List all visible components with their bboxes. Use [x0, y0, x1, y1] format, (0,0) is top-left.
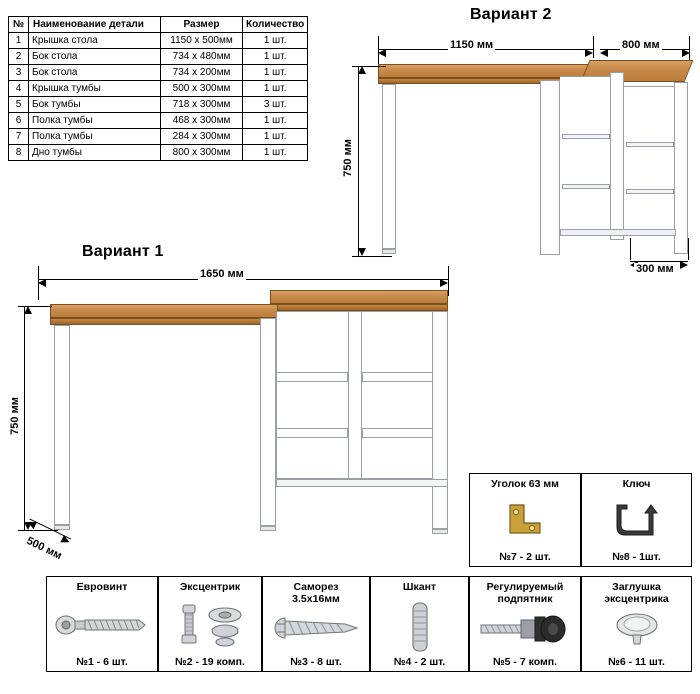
column-header-quantity: Количество — [243, 17, 308, 33]
cam-lock-icon — [159, 601, 261, 649]
table-row — [9, 97, 308, 113]
hardware-card-eccentric — [158, 576, 262, 672]
pedestal-shelf-4-v2 — [626, 189, 674, 194]
hardware-title-eurobolt: Евровинт — [76, 581, 128, 593]
cell-number: 7 — [9, 129, 29, 145]
cell-part-name: Полка тумбы — [29, 129, 161, 145]
hardware-qty-eccentric: №2 - 19 комп. — [175, 656, 245, 668]
cell-quantity: 3 шт. — [243, 97, 308, 113]
hardware-qty-eurobolt: №1 - 6 шт. — [76, 656, 128, 668]
pedestal-bottom-v2 — [560, 229, 676, 236]
pedestal-body-v1 — [276, 311, 448, 479]
hardware-card-foot — [469, 576, 581, 672]
hardware-title-foot-line2: подпятник — [497, 593, 553, 605]
cell-number: 3 — [9, 65, 29, 81]
cell-size: 468 х 300мм — [161, 113, 243, 129]
cell-number: 1 — [9, 33, 29, 49]
pedestal-inner-v2 — [560, 76, 612, 236]
allen-key-icon — [582, 496, 691, 540]
mid-divider-panel-v1 — [260, 318, 276, 526]
table-row — [9, 65, 308, 81]
dimension-height-750-label: 750 мм — [342, 128, 354, 188]
hardware-qty-corner: №7 - 2 шт. — [499, 551, 551, 563]
cell-part-name: Полка тумбы — [29, 113, 161, 129]
cell-part-name: Дно тумбы — [29, 145, 161, 161]
pedestal-divider-v2 — [610, 72, 624, 240]
variant-1-drawing — [8, 262, 468, 562]
variant-2-drawing — [330, 34, 696, 274]
pedestal-right-foot-v1 — [432, 529, 448, 534]
left-leg-panel-v1 — [54, 325, 70, 525]
wooden-dowel-icon — [371, 607, 468, 647]
cell-part-name: Крышка стола — [29, 33, 161, 49]
pedestal-bottom-v1 — [276, 479, 448, 487]
table-row — [9, 129, 308, 145]
pedestal-vertical-divider-v1 — [348, 311, 362, 479]
hardware-card-selftap — [262, 576, 370, 672]
hardware-title-selftap-line1: Саморез — [293, 581, 339, 593]
adjustable-foot-icon — [470, 611, 580, 647]
self-tapping-screw-icon — [263, 611, 369, 645]
pedestal-front-panel-v2 — [540, 80, 560, 255]
pedestal-shelf-2-v2 — [562, 184, 610, 189]
pedestal-shelf-3-v2 — [626, 142, 674, 147]
pedestal-shelf-left-v1 — [276, 372, 348, 382]
table-row — [9, 33, 308, 49]
hardware-title-cap-line2: эксцентрика — [604, 593, 669, 605]
column-header-number: № — [9, 17, 29, 33]
left-leg-panel-v2 — [382, 84, 396, 249]
variant-1-title: Вариант 1 — [82, 243, 164, 260]
pedestal-shelf-left-2-v1 — [276, 428, 348, 438]
cell-part-name: Крышка тумбы — [29, 81, 161, 97]
hardware-title-corner: Уголок 63 мм — [491, 478, 559, 490]
hardware-card-cap — [581, 576, 692, 672]
cam-cover-cap-icon — [582, 611, 691, 647]
pedestal-right-panel-v1 — [432, 311, 448, 529]
dimension-side-300-label: 300 мм — [636, 263, 674, 275]
cell-quantity: 1 шт. — [243, 113, 308, 129]
parts-table — [8, 16, 308, 161]
hardware-card-key — [581, 473, 692, 567]
cell-quantity: 1 шт. — [243, 65, 308, 81]
hardware-qty-foot: №5 - 7 комп. — [492, 656, 558, 668]
table-row — [9, 81, 308, 97]
cell-quantity: 1 шт. — [243, 33, 308, 49]
hardware-title-cap-line1: Заглушка — [612, 581, 661, 593]
cell-quantity: 1 шт. — [243, 49, 308, 65]
hardware-title-dowel: Шкант — [402, 581, 437, 593]
column-header-part-name: Наименование детали — [29, 17, 161, 33]
dimension-width-1150 — [378, 39, 593, 54]
cell-number: 4 — [9, 81, 29, 97]
cell-quantity: 1 шт. — [243, 145, 308, 161]
column-header-size: Размер — [161, 17, 243, 33]
cell-number: 8 — [9, 145, 29, 161]
table-row — [9, 145, 308, 161]
hardware-card-corner — [469, 473, 581, 567]
hardware-qty-key: №8 - 1шт. — [612, 551, 661, 563]
pedestal-shelf-1-v2 — [562, 134, 610, 139]
hardware-qty-dowel: №4 - 2 шт. — [393, 656, 446, 668]
hardware-title-selftap-line2: 3.5х16мм — [292, 593, 340, 605]
cell-size: 1150 x 500мм — [161, 33, 243, 49]
hardware-title-key: Ключ — [622, 478, 651, 490]
worktop-right-edge-v1 — [270, 304, 448, 311]
cell-part-name: Бок тумбы — [29, 97, 161, 113]
table-row — [9, 113, 308, 129]
left-foot-v2 — [382, 249, 396, 254]
worktop-left-v1 — [50, 304, 278, 318]
hardware-card-eurobolt — [46, 576, 158, 672]
pedestal-right-panel-v2 — [674, 82, 688, 254]
corner-bracket-icon — [470, 500, 580, 540]
cell-quantity: 1 шт. — [243, 81, 308, 97]
dimension-depth-800-label: 800 мм — [622, 39, 660, 51]
hardware-qty-cap: №6 - 11 шт. — [608, 656, 665, 668]
cell-number: 5 — [9, 97, 29, 113]
dimension-width-1650-label: 1650 мм — [200, 268, 244, 280]
dimension-depth-800 — [600, 39, 696, 54]
cell-number: 6 — [9, 113, 29, 129]
variant-2-title: Вариант 2 — [470, 6, 552, 23]
hardware-card-dowel — [370, 576, 469, 672]
dimension-width-1650 — [38, 268, 458, 284]
dimension-depth-500-label: 500 мм — [24, 534, 64, 563]
worktop-left-edge-v1 — [50, 318, 278, 325]
euro-screw-icon — [47, 603, 157, 647]
cell-part-name: Бок стола — [29, 49, 161, 65]
cell-size: 718 х 300мм — [161, 97, 243, 113]
mid-foot-v1 — [260, 526, 276, 531]
hardware-title-foot-line1: Регулируемый — [486, 581, 564, 593]
cell-size: 734 х 200мм — [161, 65, 243, 81]
cell-quantity: 1 шт. — [243, 129, 308, 145]
table-row — [9, 49, 308, 65]
cell-size: 500 х 300мм — [161, 81, 243, 97]
cell-number: 2 — [9, 49, 29, 65]
table-header-row — [9, 17, 308, 33]
pedestal-outer-v2 — [624, 86, 676, 236]
cell-size: 800 х 300мм — [161, 145, 243, 161]
cell-part-name: Бок стола — [29, 65, 161, 81]
cell-size: 734 х 480мм — [161, 49, 243, 65]
hardware-qty-selftap: №3 - 8 шт. — [290, 656, 342, 668]
dimension-height-750-v1-label: 750 мм — [9, 387, 21, 445]
hardware-title-eccentric: Эксцентрик — [179, 581, 241, 593]
dimension-width-1150-label: 1150 мм — [450, 39, 494, 51]
worktop-right-v1 — [270, 290, 448, 304]
cell-size: 284 х 300мм — [161, 129, 243, 145]
